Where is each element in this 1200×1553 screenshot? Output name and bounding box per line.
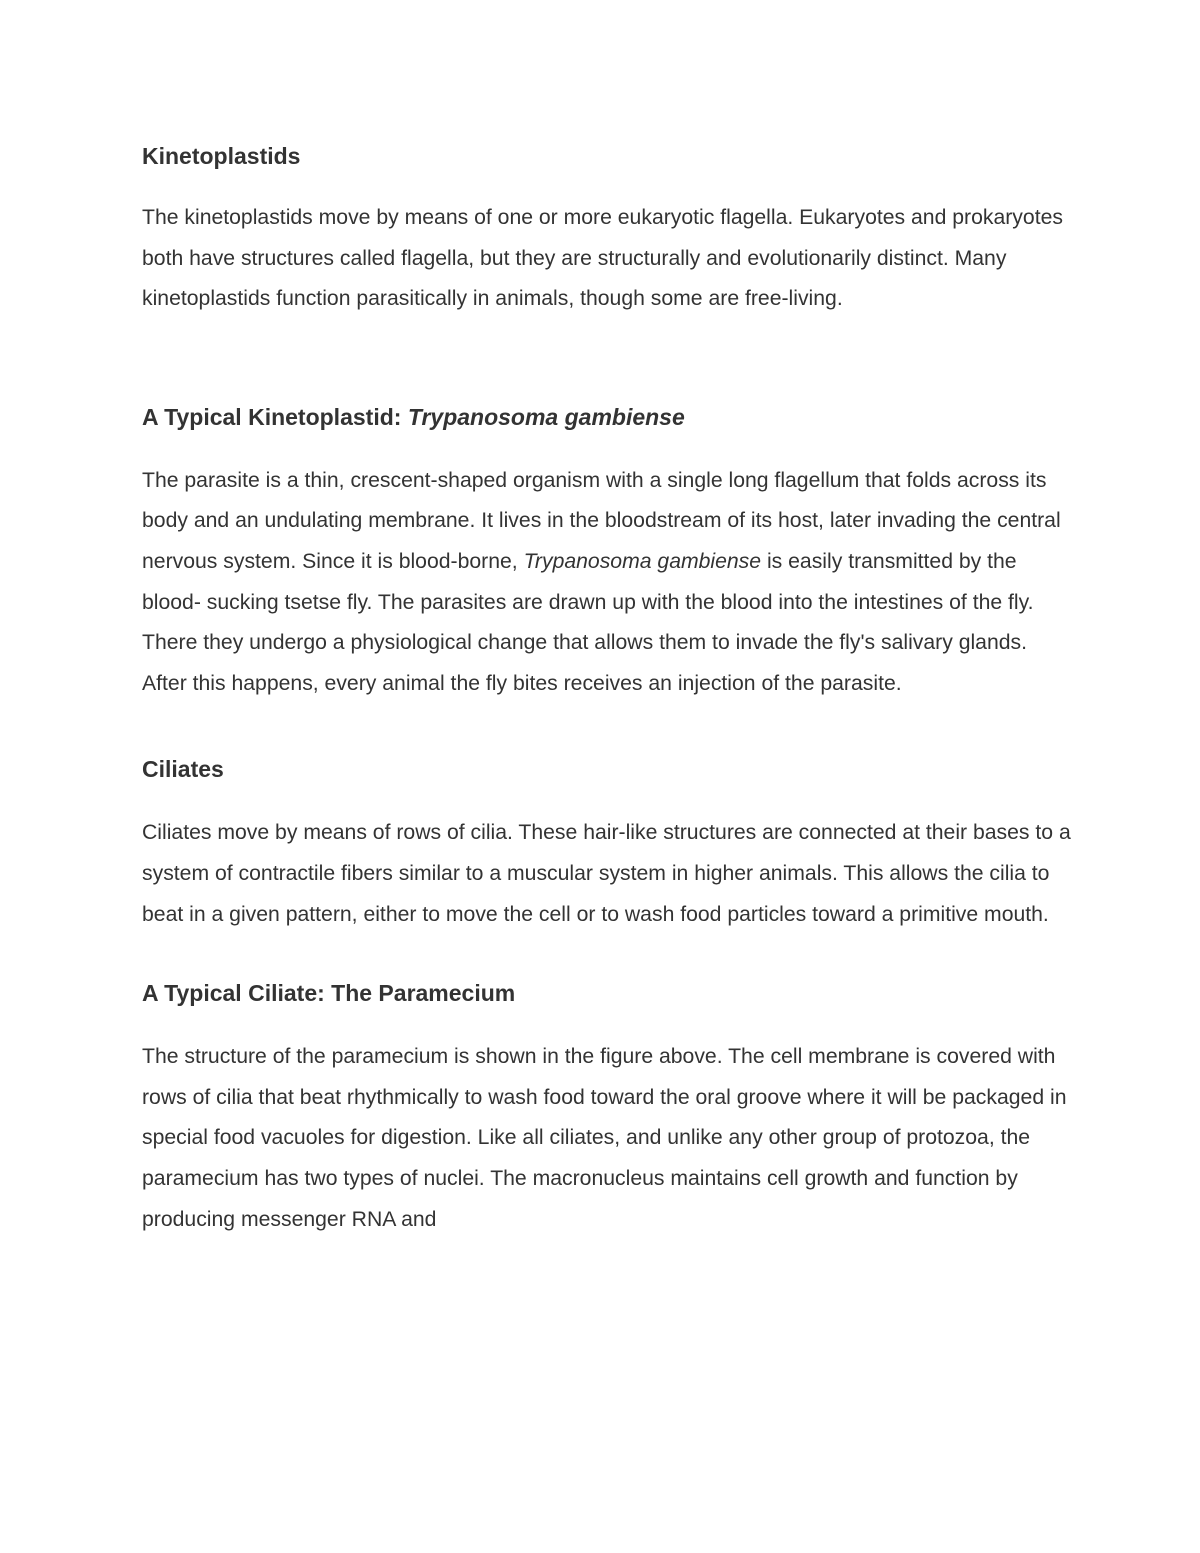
heading-prefix: A Typical Kinetoplastid: (142, 403, 408, 430)
paragraph-species-name: Trypanosoma gambiense (523, 549, 762, 573)
section-heading-typical-ciliate: A Typical Ciliate: The Paramecium (142, 980, 516, 1007)
section-heading-typical-kinetoplastid (142, 399, 1072, 435)
section-paragraph-typical-kinetoplastid (142, 461, 1072, 705)
paragraph-text-part1: The parasite is a thin, crescent-shaped organism with a single long flagellum that folds across its body and an undulating membrane. It lives in the bloodstream of its host, later invading the central nervous system. Since it is blood-borne, (142, 468, 1061, 573)
section-paragraph-typical-ciliate: The structure of the paramecium is shown in the figure above. The cell membrane is covered with rows of cilia that beat rhythmically to wash food toward the oral groove where it will be packaged in special food vacuoles for digestion. Like all ciliates, and unlike any other group of protozoa, the paramecium has two types of nuclei. The macronucleus maintains cell growth and function by producing messenger RNA and (142, 1045, 1067, 1231)
document-page (142, 138, 1072, 1240)
section-paragraph-ciliates: Ciliates move by means of rows of cilia. These hair-like structures are connected at their bases to a system of contractile fibers similar to a muscular system in higher animals. This allows the cilia to beat in a given pattern, either to move the cell or to wash food particles toward a primitive mouth. (142, 821, 1071, 926)
section-paragraph-kinetoplastids: The kinetoplastids move by means of one or more eukaryotic flagella. Eukaryotes and prokaryotes both have structures called flagella, but they are structurally and evolutionarily distinct. Many kinetoplastids function parasitically in animals, though some are free-living. (142, 206, 1063, 311)
section-heading-ciliates: Ciliates (142, 756, 224, 783)
heading-species-name: Trypanosoma gambiense (407, 403, 685, 430)
section-heading-kinetoplastids: Kinetoplastids (142, 143, 301, 169)
paragraph-text-part2: is easily transmitted by the blood- sucking tsetse fly. The parasites are drawn up with the blood into the intestines of the fly. There they undergo a physiological change that allows them to invade the fly's salivary glands. After this happens, every animal the fly bites receives an injection of the parasite. (142, 549, 1034, 695)
